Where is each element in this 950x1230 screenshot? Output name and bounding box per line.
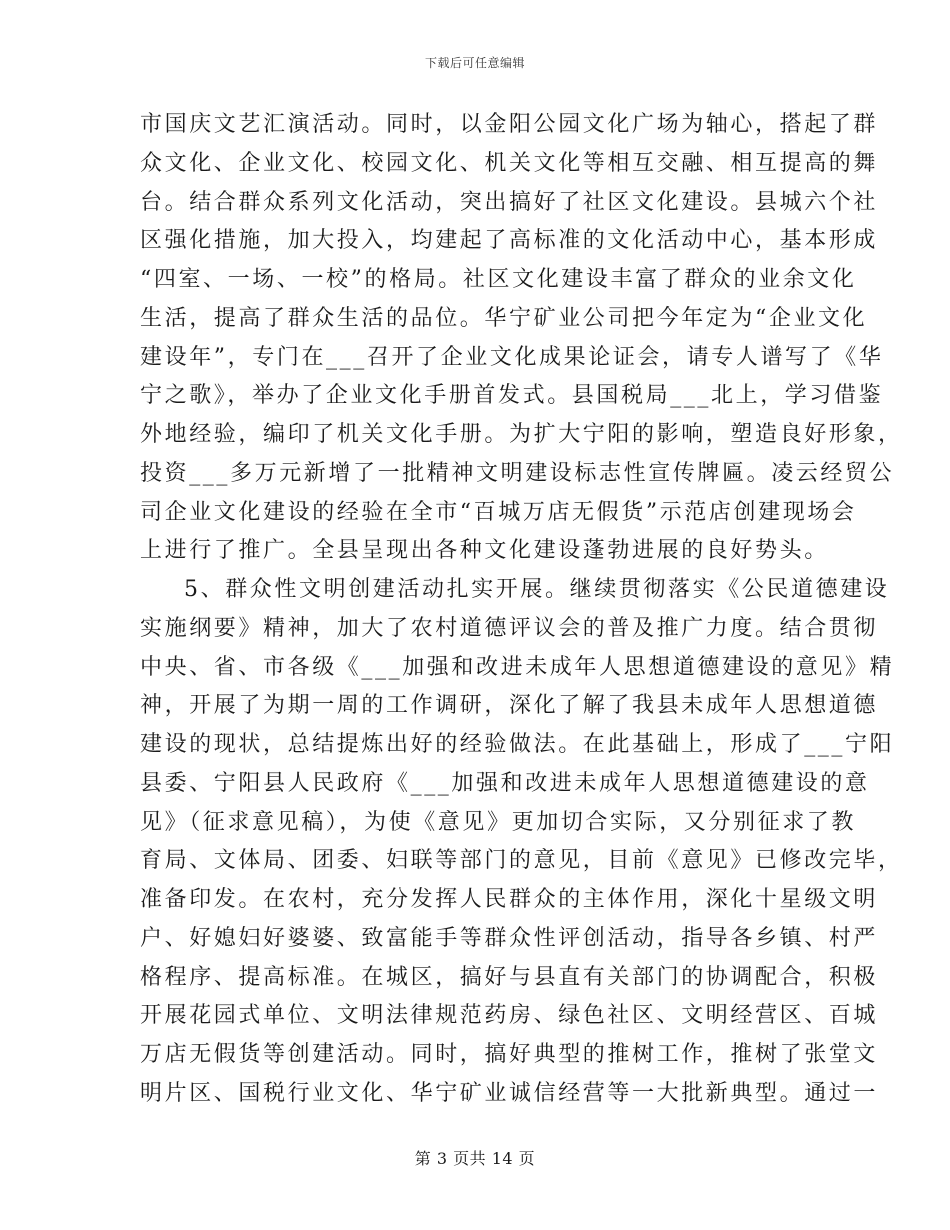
text-line: 明片区、国税行业文化、华宁矿业诚信经营等一大批新典型。通过一 [140, 1080, 879, 1106]
text-line: 司企业文化建设的经验在全市“百城万店无假货”示范店创建现场会 [140, 499, 857, 525]
text-line: 格程序、提高标准。在城区，搞好与县直有关部门的协调配合，积极 [140, 964, 879, 990]
text-line: 建设的现状，总结提炼出好的经验做法。在此基础上，形成了___宁阳 [140, 732, 895, 757]
page-header: 下载后可任意编辑 [424, 56, 525, 70]
text-line: “四室、一场、一校”的格局。社区文化建设丰富了群众的业余文化 [140, 267, 857, 292]
paragraph-start-line: 5、群众性文明创建活动扎实开展。继续贯彻落实《公民道德建设 [184, 577, 890, 602]
text-line: 区强化措施，加大投入，均建起了高标准的文化活动中心，基本形成 [140, 228, 879, 254]
text-line: 外地经验，编印了机关文化手册。为扩大宁阳的影响，塑造良好形象， [140, 422, 903, 447]
text-line: 市国庆文艺汇演活动。同时，以金阳公园文化广场为轴心，搭起了群 [140, 112, 879, 137]
text-line: 宁之歌》，举办了企业文化手册首发式。县国税局___北上，学习借鉴 [140, 383, 884, 409]
text-line: 实施纲要》精神，加大了农村道德评议会的普及推广力度。结合贯彻 [140, 615, 879, 641]
text-line: 准备印发。在农村，充分发挥人民群众的主体作用，深化十星级文明 [140, 887, 879, 912]
text-line: 县委、宁阳县人民政府《___加强和改进未成年人思想道德建设的意 [140, 770, 870, 796]
text-line: 育局、文体局、团委、妇联等部门的意见，目前《意见》已修改完毕， [140, 848, 903, 874]
text-line: 户、好媳妇好婆婆、致富能手等群众性评创活动，指导各乡镇、村严 [140, 925, 879, 951]
text-line: 众文化、企业文化、校园文化、机关文化等相互交融、相互提高的舞 [140, 150, 879, 176]
text-line: 神，开展了为期一周的工作调研，深化了解了我县未成年人思想道德 [140, 693, 879, 719]
text-line: 建设年”，专门在___召开了企业文化成果论证会，请专人谱写了《华 [140, 344, 884, 370]
text-line: 台。结合群众系列文化活动，突出搞好了社区文化建设。县城六个社 [140, 189, 879, 215]
text-line: 投资___多万元新增了一批精神文明建设标志性宣传牌匾。凌云经贸公 [140, 460, 895, 486]
page-number: 第 3 页共 14 页 [414, 1149, 536, 1168]
text-line: 上进行了推广。全县呈现出各种文化建设蓬勃进展的良好势头。 [140, 538, 829, 564]
text-line: 万店无假货等创建活动。同时，搞好典型的推树工作，推树了张堂文 [140, 1042, 879, 1067]
text-line: 开展花园式单位、文明法律规范药房、绿色社区、文明经营区、百城 [140, 1003, 879, 1029]
text-line: 生活，提高了群众生活的品位。华宁矿业公司把今年定为“企业文化 [140, 305, 868, 331]
text-line: 中央、省、市各级《___加强和改进未成年人思想道德建设的意见》精 [140, 654, 895, 680]
text-line: 见》（征求意见稿），为使《意见》更加切合实际，又分别征求了教 [140, 809, 857, 835]
document-body [140, 106, 903, 1114]
